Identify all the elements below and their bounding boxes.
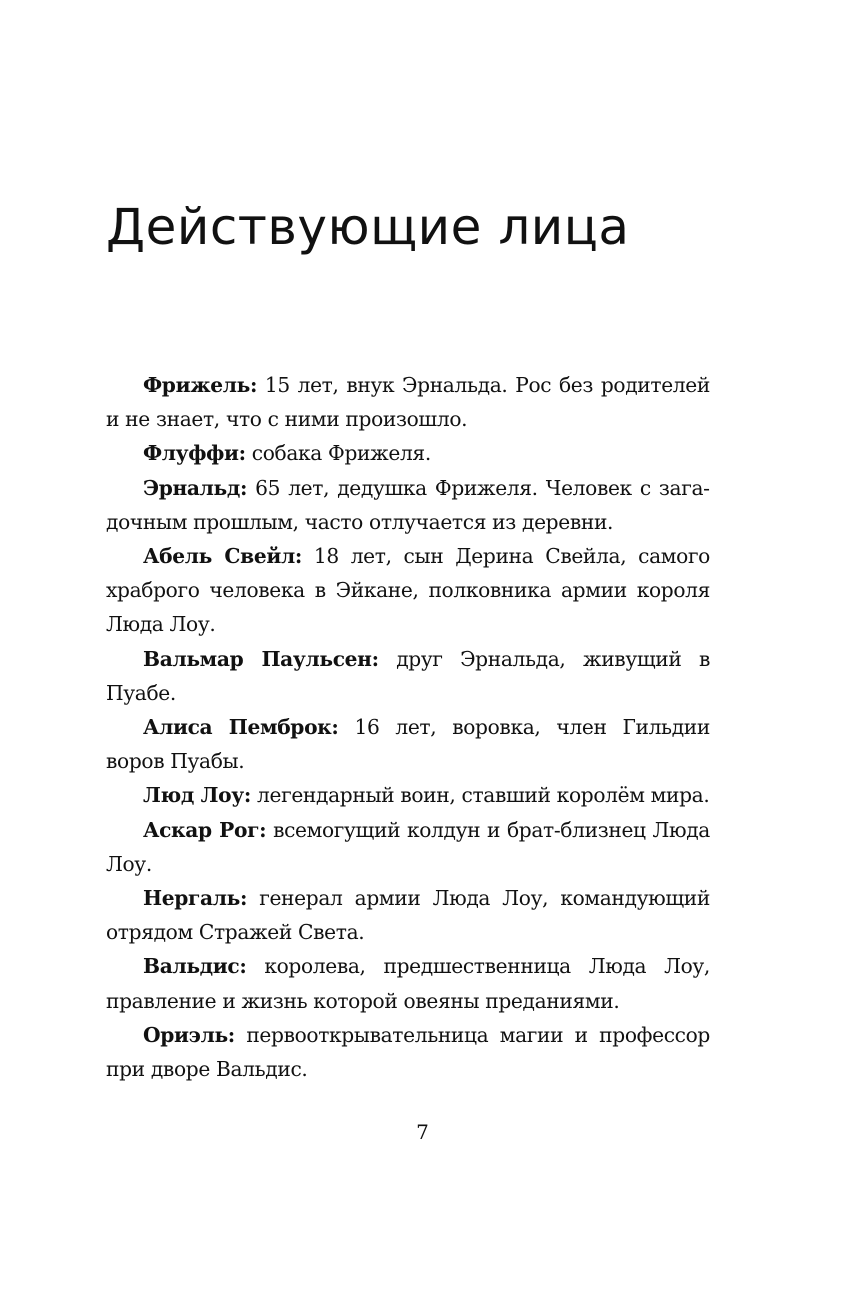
character-name: Ориэль:	[143, 1022, 235, 1047]
character-description: 65 лет, дедушка Фрижеля. Человек с загадочным прошлым, часто отлучается из деревни.	[106, 475, 710, 534]
character-name: Абель Свейл:	[143, 544, 302, 569]
character-entry	[106, 1018, 710, 1086]
character-description: всемогущий колдун и брат-близнец Люда Лоу.	[106, 817, 710, 876]
character-entry	[106, 813, 710, 881]
character-description: 16 лет, воровка, член Гильдии воров Пуабы.	[106, 715, 710, 774]
character-entry	[106, 436, 710, 470]
character-name: Алиса Пемброк:	[143, 715, 339, 740]
character-description: собака Фрижеля.	[251, 441, 431, 466]
character-name: Люд Лоу:	[143, 783, 251, 808]
character-name: Аскар Рог:	[143, 817, 267, 842]
character-entry	[106, 642, 710, 710]
character-description: легендарный воин, ставший королём мира.	[257, 783, 710, 808]
character-entry	[106, 881, 710, 949]
character-name: Вальдис:	[143, 954, 247, 979]
character-description: королева, предшественница Люда Лоу, правление и жизнь которой овеяны преданиями.	[106, 954, 710, 1013]
character-name: Вальмар Паульсен:	[143, 646, 379, 671]
character-list	[106, 368, 710, 1086]
character-description: первооткрывательница магии и профессор при дворе Вальдис.	[106, 1022, 710, 1082]
character-name: Эрнальд:	[143, 475, 248, 500]
page-title: Действующие лица	[106, 198, 630, 256]
character-entry	[106, 471, 710, 539]
page-number: 7	[416, 1120, 429, 1144]
character-name: Фрижель:	[143, 373, 258, 397]
character-entry	[106, 778, 710, 812]
character-entry	[106, 368, 710, 436]
character-description: 15 лет, внук Эрнальда. Рос без родителей и не знает, что с ними произошло.	[106, 373, 710, 432]
character-description: 18 лет, сын Дерина Свейла, самого храброго человека в Эйкане, полковника армии короля Люда Лоу.	[106, 544, 710, 637]
character-description: друг Эрнальда, живущий в Пуабе.	[106, 646, 710, 705]
character-description: генерал армии Люда Лоу, командующий отрядом Стражей Света.	[106, 886, 710, 945]
character-entry	[106, 949, 710, 1017]
character-name: Флуффи:	[143, 441, 246, 466]
character-entry	[106, 710, 710, 778]
character-entry	[106, 539, 710, 642]
character-name: Нергаль:	[143, 886, 248, 911]
